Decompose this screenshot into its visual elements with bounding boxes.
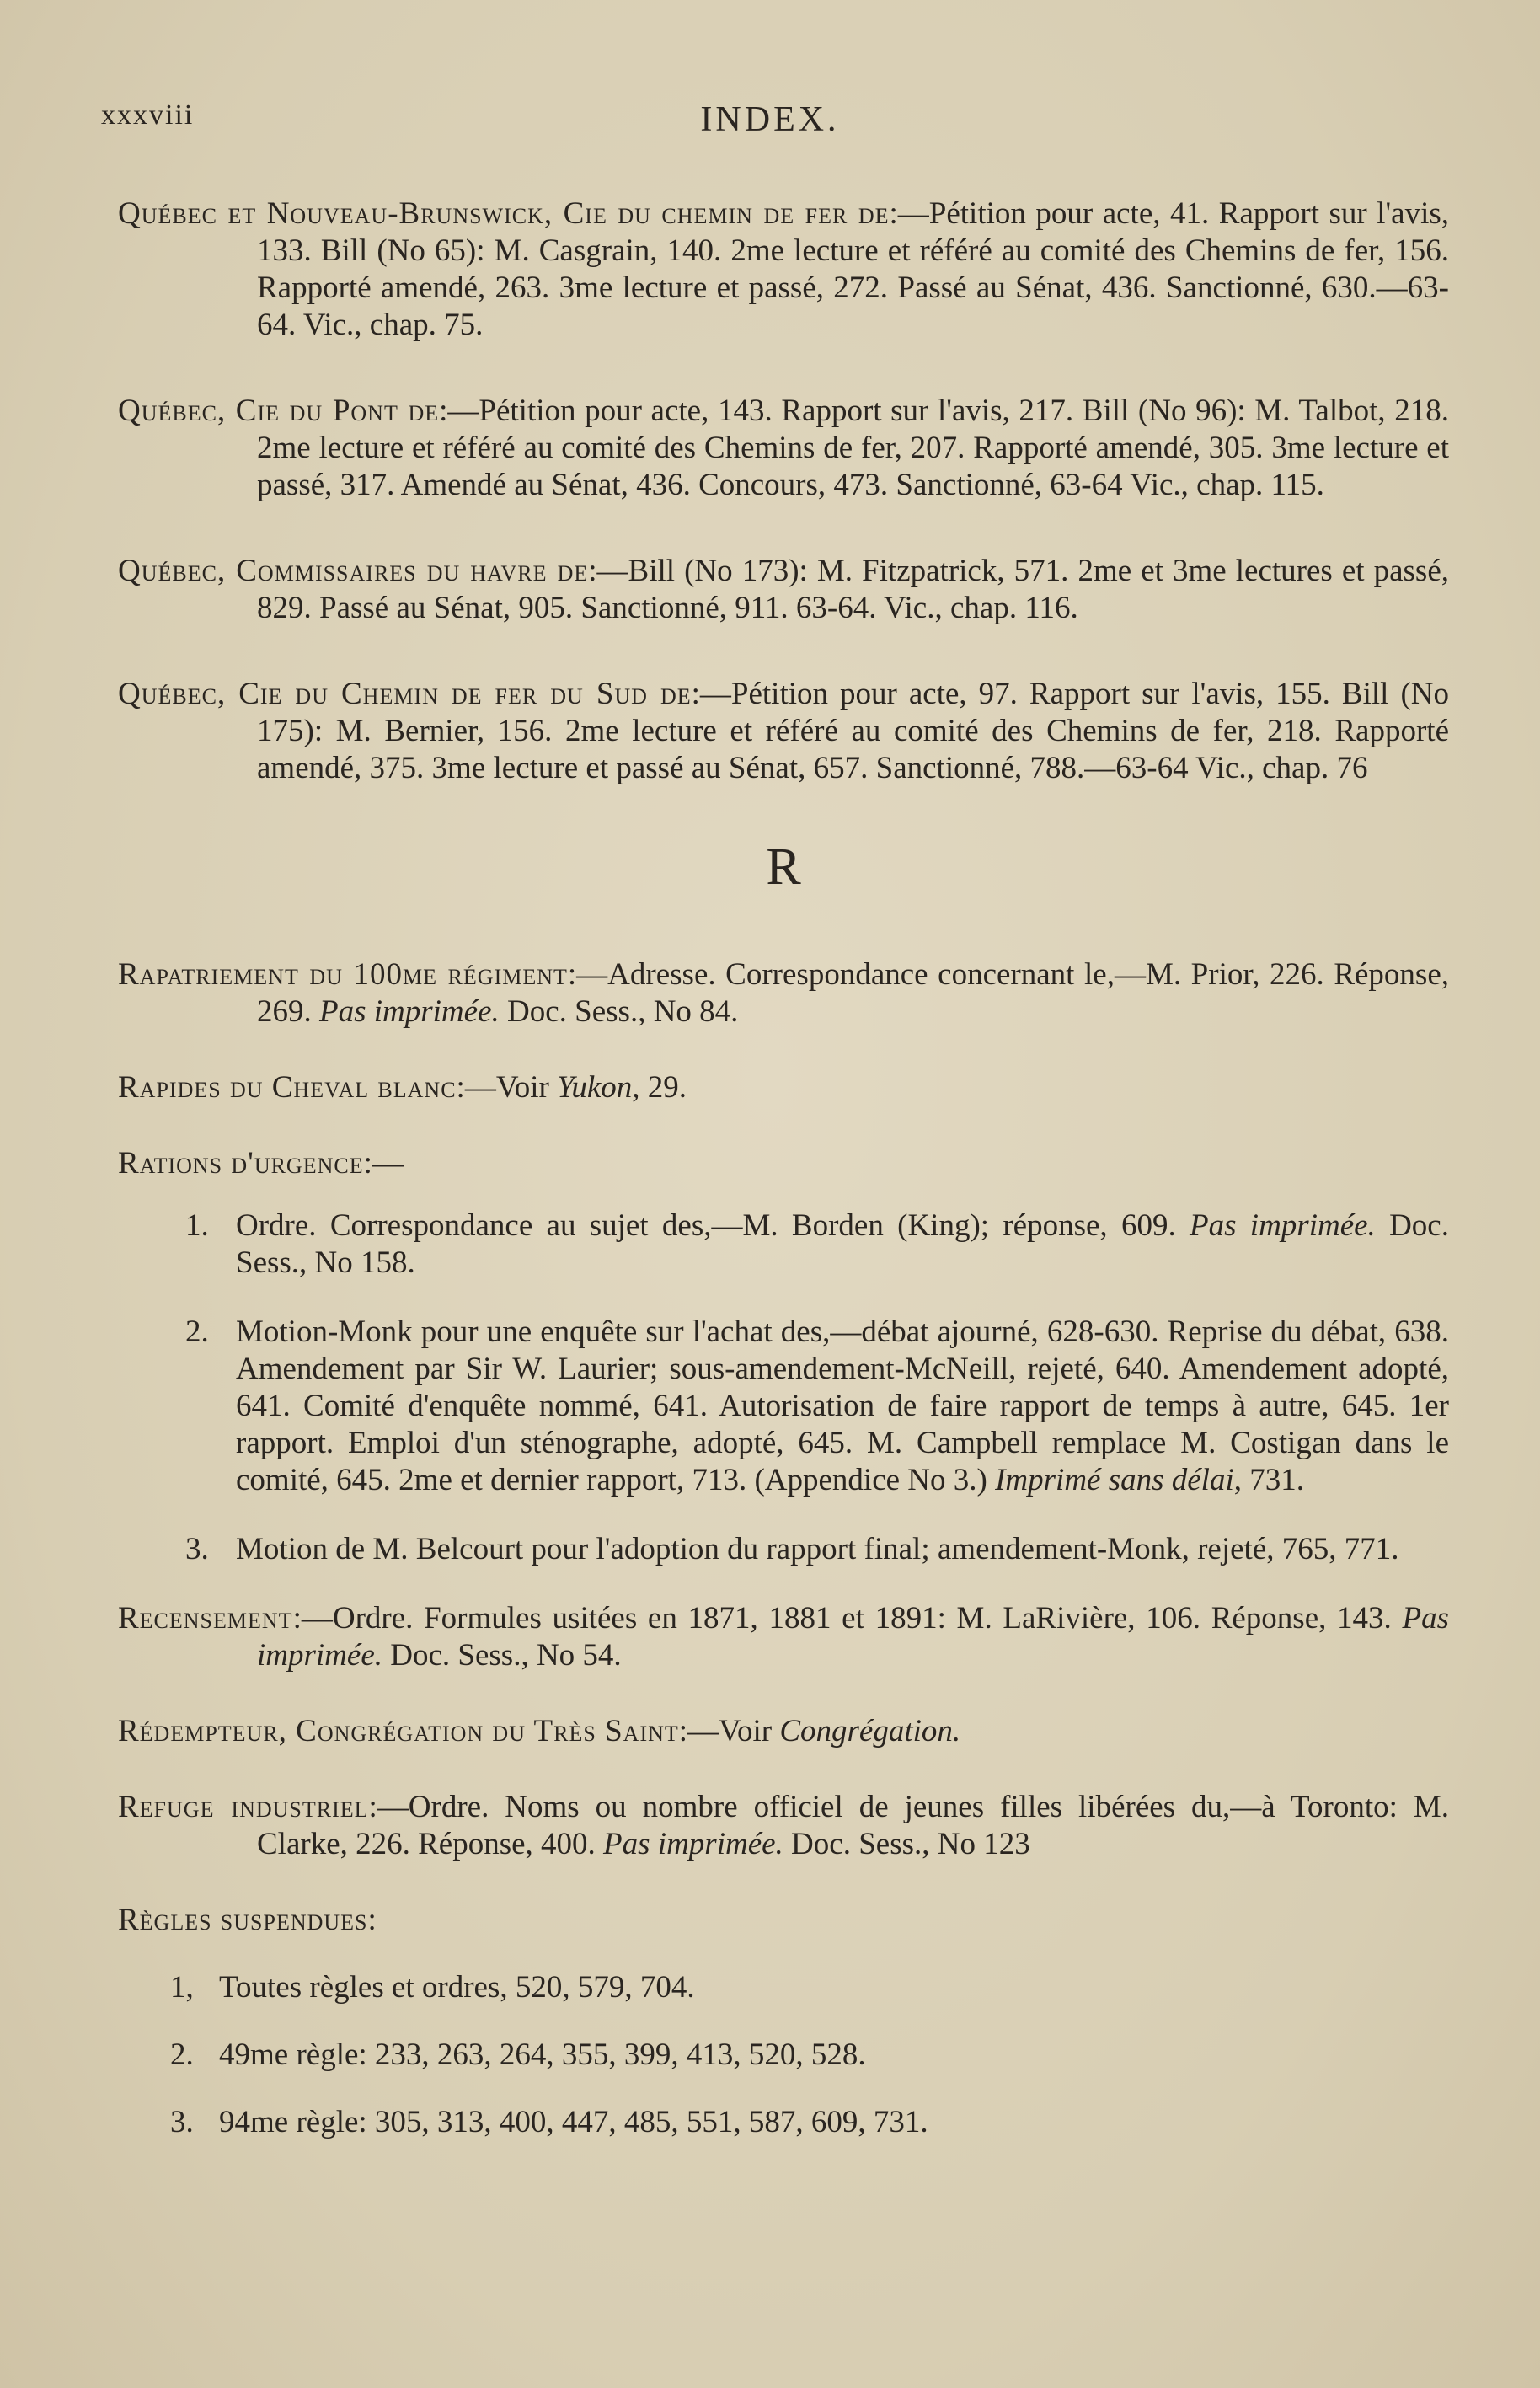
entry-text-end: Doc. Sess., No 84. (499, 994, 739, 1029)
page-title: INDEX. (700, 100, 840, 139)
index-entry-quebec-pont (118, 393, 1449, 504)
entry-heading: Québec, Cie du Chemin de fer du Sud de (118, 677, 692, 711)
entry-text: :—Adresse. Correspondance concernant le,—M. Prior, 226. Réponse, 269. (257, 957, 1449, 1029)
entry-heading: Règles suspendues (118, 1903, 368, 1937)
entry-heading: Recensement (118, 1601, 293, 1636)
index-entry-quebec-sud (118, 676, 1449, 787)
entry-italic: Pas imprimée. (257, 1601, 1449, 1673)
entry-heading: Rapides du Cheval blanc (118, 1070, 457, 1105)
index-entry-recensement (118, 1600, 1449, 1674)
section-letter: R (766, 838, 801, 896)
entry-italic: Pas imprimée. (319, 994, 500, 1029)
list-item (185, 1531, 1449, 1568)
item-number: 1. (185, 1208, 209, 1243)
entry-text: :—Voir (456, 1070, 558, 1105)
entry-italic: Pas imprimée. (603, 1827, 783, 1861)
list-item (170, 2104, 1449, 2141)
item-text: 49me règle: 233, 263, 264, 355, 399, 413, 520, 528. (219, 2037, 866, 2072)
index-entry-regles (118, 1902, 1449, 1939)
page-number: xxxviii (101, 99, 195, 131)
list-item (185, 1207, 1449, 1282)
entry-heading: Québec, Cie du Pont de (118, 394, 440, 428)
item-number: 2. (170, 2037, 194, 2072)
page-header (101, 99, 1439, 150)
entry-heading: Rapatriement du 100me régiment (118, 957, 568, 992)
entry-heading: Rations d'urgence (118, 1146, 364, 1181)
index-entry-rapides (118, 1069, 1449, 1106)
entry-text: :—Pétition pour acte, 143. Rapport sur l'avis, 217. Bill (No 96): M. Talbot, 218. 2me lecture et référé au comité des Chemins de fer, 207. Rapporté amendé, 305. 3me lecture et passé, 317. Amendé au Sénat, 436. Concours, 473. Sanctionné, 63-64 Vic., chap. 115. (257, 394, 1449, 502)
item-number: 3. (170, 2105, 194, 2139)
entry-heading: Refuge industriel (118, 1790, 369, 1824)
entry-text: :—Bill (No 173): M. Fitzpatrick, 571. 2me et 3me lectures et passé, 829. Passé au Sénat, 905. Sanctionné, 911. 63-64. Vic., chap. 116. (257, 554, 1449, 625)
list-item (170, 1969, 1449, 2006)
item-text: Ordre. Correspondance au sujet des,—M. Borden (King); réponse, 609. (236, 1208, 1190, 1243)
entry-text-end: Doc. Sess., No 123 (783, 1827, 1030, 1861)
item-text: Motion de M. Belcourt pour l'adoption du rapport final; amendement-Monk, rejeté, 765, 771. (236, 1532, 1399, 1566)
entry-text: :—Voir (678, 1714, 780, 1748)
item-number: 2. (185, 1314, 209, 1349)
entry-text-end: , 29. (632, 1070, 687, 1105)
entry-italic: Yukon (557, 1070, 633, 1105)
item-text: Toutes règles et ordres, 520, 579, 704. (219, 1970, 695, 2005)
index-entry-quebec-havre (118, 553, 1449, 627)
list-item (170, 2037, 1449, 2074)
item-text: Motion-Monk pour une enquête sur l'achat des,—débat ajourné, 628-630. Reprise du débat, 638. Amendement par Sir W. Laurier; sous-amendement-McNeill, rejeté, 640. Amendement adopté, 641. Comité d'enquête nommé, 641. Autorisation de faire rapport de temps à autre, 645. 1er rapport. Emploi d'un sténographe, adopté, 645. M. Campbell remplace M. Costigan dans le comité, 645. 2me et dernier rapport, 713. (Appendice No 3.) (236, 1314, 1449, 1497)
item-text-end: Doc. Sess., No 158. (236, 1208, 1449, 1280)
index-entry-redempteur (118, 1713, 1449, 1750)
entry-heading: Québec, Commissaires du havre de (118, 554, 589, 588)
entry-suffix: :— (363, 1146, 404, 1181)
item-italic: Imprimé sans délai (995, 1463, 1234, 1497)
item-number: 3. (185, 1532, 209, 1566)
index-entry-rapatriement (118, 956, 1449, 1031)
entry-text: :—Ordre. Noms ou nombre officiel de jeunes filles libérées du,—à Toronto: M. Clarke, 226. Réponse, 400. (257, 1790, 1449, 1861)
entry-italic: Congrégation. (779, 1714, 961, 1748)
entry-heading: Québec et Nouveau-Brunswick, Cie du chemin de fer de (118, 196, 890, 231)
index-entry-rations (118, 1145, 1449, 1182)
entry-suffix: : (367, 1903, 377, 1937)
entry-text: :—Pétition pour acte, 97. Rapport sur l'avis, 155. Bill (No 175): M. Bernier, 156. 2me lecture et référé au comité des Chemins de fer, 218. Rapporté amendé, 375. 3me lecture et passé au Sénat, 657. Sanctionné, 788.—63-64 Vic., chap. 76 (257, 677, 1450, 785)
entry-text: :—Pétition pour acte, 41. Rapport sur l'avis, 133. Bill (No 65): M. Casgrain, 140. 2me lecture et référé au comité des Chemins de fer, 156. Rapporté amendé, 263. 3me lecture et passé, 272. Passé au Sénat, 436. Sanctionné, 630.—63-64. Vic., chap. 75. (257, 196, 1449, 342)
index-entry-refuge (118, 1789, 1449, 1863)
entry-heading: Rédempteur, Congrégation du Très Saint (118, 1714, 679, 1748)
index-entry-quebec-nouveau-brunswick (118, 195, 1449, 344)
entry-text: :—Ordre. Formules usitées en 1871, 1881 et 1891: M. LaRivière, 106. Réponse, 143. (292, 1601, 1403, 1636)
item-number: 1, (170, 1970, 194, 2005)
item-text-end: , 731. (1233, 1463, 1304, 1497)
item-italic: Pas imprimée. (1190, 1208, 1376, 1243)
item-text: 94me règle: 305, 313, 400, 447, 485, 551, 587, 609, 731. (219, 2105, 928, 2139)
index-content (118, 195, 1449, 2171)
list-item (185, 1314, 1449, 1499)
entry-text-end: Doc. Sess., No 54. (382, 1638, 622, 1673)
